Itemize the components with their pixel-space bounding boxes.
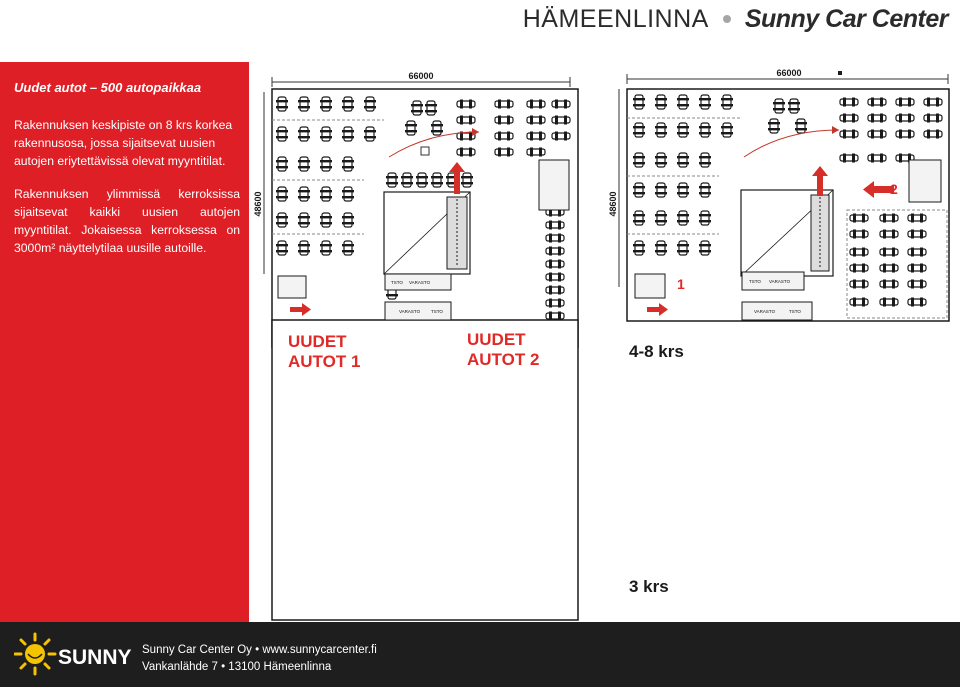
left-zone-label-line1: UUDET [288, 332, 347, 351]
right-parking-block-a [627, 95, 741, 255]
left-parking-block-b [405, 100, 570, 157]
left-room-tsto-1: TSTO [391, 280, 403, 285]
brand-name: Sunny Car Center [744, 4, 948, 33]
right-room-varasto-2: VARASTO [754, 309, 776, 314]
separator-dot [723, 15, 731, 23]
sunny-logo-text: SUNNY [58, 646, 132, 669]
left-room-tsto-2: TSTO [431, 309, 443, 314]
right-parking-block-c [847, 210, 947, 318]
city-name: HÄMEENLINNA [522, 4, 709, 33]
right-zone-label-line2: AUTOT 2 [467, 350, 540, 369]
plan-left-depth-dim: 48600 [253, 191, 263, 217]
plan-right-width-dim: 66000 [776, 68, 802, 78]
footer-line-2: Vankanlähde 7 • 13100 Hämeenlinna [142, 661, 332, 673]
sun-icon [15, 634, 55, 674]
floor-plans [249, 62, 960, 622]
left-zone-label-line2: AUTOT 1 [288, 352, 361, 371]
right-parking-block-b [768, 98, 942, 163]
plan-left-width-dim: 66000 [408, 71, 434, 81]
header-brand [523, 2, 948, 36]
footer-contact [142, 642, 377, 676]
panel-paragraph-1: Rakennuksen keskipiste on 8 krs korkea rakennusosa, jossa sijaitsevat uusien autojen eriytettävissä olevat myyntitilat. [14, 118, 233, 168]
sunny-logo [14, 632, 134, 676]
left-parking-block-a [272, 97, 384, 255]
footer-line-1: Sunny Car Center Oy • www.sunnycarcenter.fi [142, 644, 377, 656]
right-floor-label: 4-8 krs [629, 342, 684, 361]
left-floor-label: 3 krs [629, 577, 669, 596]
left-room-varasto-1: VARASTO [409, 280, 431, 285]
panel-title: Uudet autot – 500 autopaikkaa [14, 80, 202, 95]
right-zone-label-line1: UUDET [467, 330, 526, 349]
plan-left [253, 71, 578, 620]
info-panel [0, 62, 249, 622]
right-room-tsto-1: TSTO [749, 279, 761, 284]
right-room-tsto-2: TSTO [789, 309, 801, 314]
footer [0, 622, 960, 687]
left-room-varasto-2: VARASTO [399, 309, 421, 314]
panel-paragraph-2: Rakennuksen ylimmissä kerroksissa sijaitsevat kaikki uusien autojen myyntitilat. Jokaisessa kerroksessa on 3000m² näyttelytilaa uusille autoille. [14, 187, 240, 255]
right-marker-1: 1 [677, 276, 685, 292]
plan-right-depth-dim: 48600 [608, 191, 618, 217]
right-marker-2: 2 [890, 181, 898, 197]
right-room-varasto-1: VARASTO [769, 279, 791, 284]
